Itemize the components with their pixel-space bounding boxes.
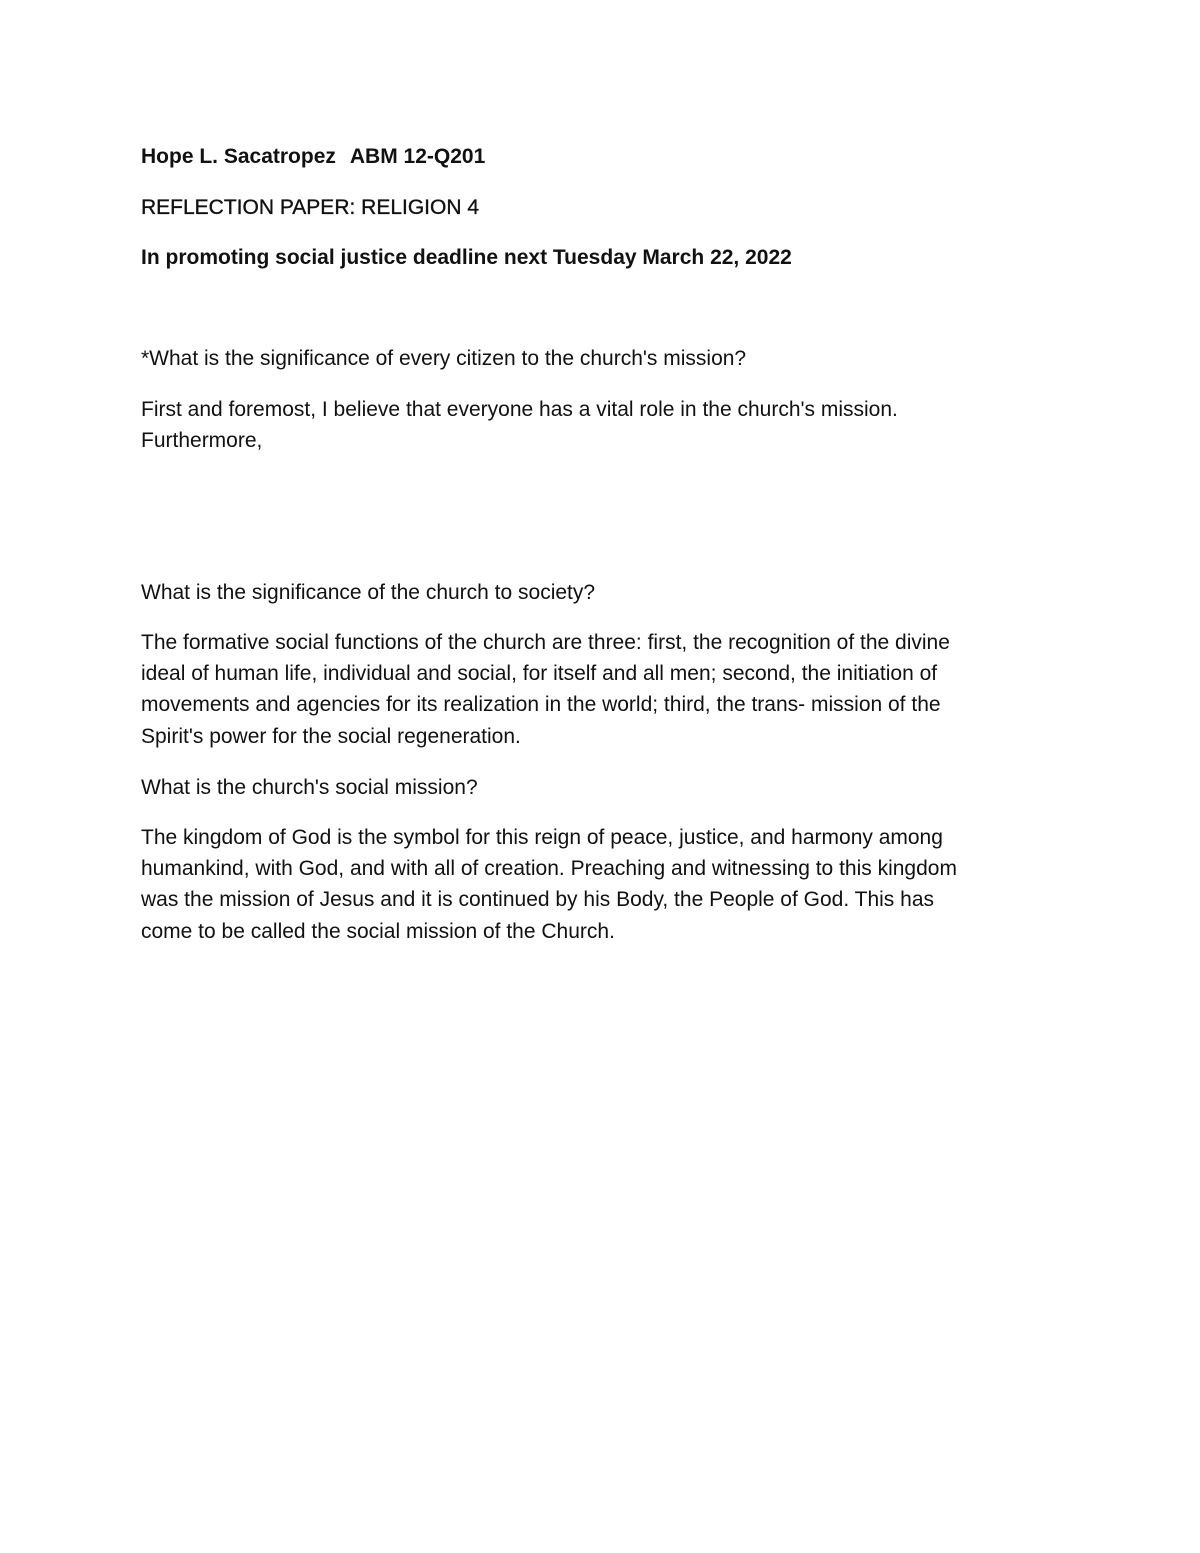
answer-3 <box>141 822 1071 947</box>
answer-3-line: The kingdom of God is the symbol for this reign of peace, justice, and harmony among <box>141 826 943 849</box>
paper-topic: In promoting social justice deadline next Tuesday March 22, 2022 <box>141 246 792 269</box>
answer-1-line: Furthermore, <box>141 429 263 453</box>
answer-3-line: humankind, with God, and with all of creation. Preaching and witnessing to this kingdom <box>141 857 957 881</box>
answer-3-line: come to be called the social mission of the Church. <box>141 919 615 943</box>
author-line <box>141 141 485 172</box>
question-2: What is the significance of the church to society? <box>141 581 596 604</box>
answer-1-line: First and foremost, I believe that everyone has a vital role in the church's mission. <box>141 398 898 421</box>
question-1: *What is the significance of every citizen to the church's mission? <box>141 347 747 370</box>
answer-2-line: The formative social functions of the church are three: first, the recognition of the divine <box>141 631 950 654</box>
section-code: ABM 12-Q201 <box>349 145 486 168</box>
paper-title: REFLECTION PAPER: RELIGION 4 <box>141 196 480 219</box>
answer-3-line: was the mission of Jesus and it is continued by his Body, the People of God. This has <box>141 888 934 912</box>
student-name: Hope L. Sacatropez <box>141 145 336 168</box>
answer-2-line: ideal of human life, individual and social, for itself and all men; second, the initiation of <box>141 662 938 686</box>
answer-2-line: movements and agencies for its realization in the world; third, the trans- mission of the <box>141 693 941 717</box>
answer-2-line: Spirit's power for the social regeneration. <box>141 724 521 748</box>
question-3: What is the church's social mission? <box>141 776 478 799</box>
answer-1 <box>141 394 1071 456</box>
answer-2 <box>141 627 1071 752</box>
